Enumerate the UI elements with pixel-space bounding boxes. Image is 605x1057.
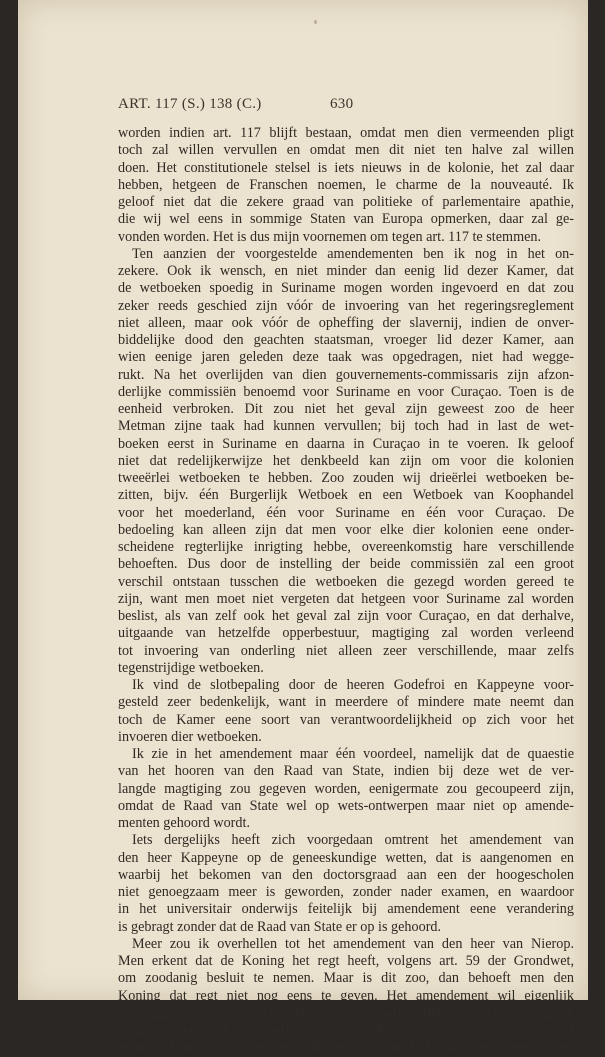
text-line: zeker reeds geschied zijn vóór de invoering van het regeringsreglement: [118, 297, 574, 314]
text-line: om zoodanig besluit te nemen. Maar is dit zoo, dan behoeft men den: [118, 970, 574, 987]
text-line: dit zeggen: voer die wetboeken maar in, wij zullen nu niet doen gelijk: [118, 1004, 574, 1021]
text-line: vonden worden. Het is dus mijn voornemen om tegen art. 117 te stemmen.: [118, 228, 542, 245]
text-line: is gebragt zonder dat de Raad van State er op is gehoord.: [118, 918, 442, 935]
text-line: omdat de Raad van State wel op wets-ontwerpen maar niet op amende-: [118, 797, 574, 814]
text-line: Men erkent dat de Koning het regt heeft, volgens art. 59 der Grondwet,: [118, 953, 574, 969]
text-line: in het universitair onderwijs feitelijk bij amendement eene verandering: [118, 901, 574, 918]
text-line: Ten aanzien der voorgestelde amendementen ben ik nog in het on-: [132, 245, 574, 262]
text-line: zitten, bijv. één Burgerlijk Wetboek en een Wetboek van Koophandel: [118, 487, 574, 504]
text-line: Ik zie in het amendement maar één voordeel, namelijk dat de quaestie: [132, 746, 574, 762]
text-line: biddelijke dood den geachten staatsman, vroeger lid dezer Kamer, aan: [118, 332, 574, 348]
text-line: bedoeling kan alleen zijn dat men voor elke dier kolonien eene onder-: [118, 521, 574, 538]
text-line: langde magtiging zou gegeven worden, eenigermate zou gecoupeerd zijn,: [118, 780, 574, 797]
text-line: niet genoegzaam meer is geworden, zonder nader examen, en waardoor: [118, 884, 574, 900]
text-line: toch de Kamer eene soort van verantwoordelijkheid op zich voor het: [118, 711, 574, 728]
text-line: Metman zijne taak had kunnen vervullen; bij toch had in last de wet-: [118, 418, 574, 435]
text-line: eenige jaren geleden, wij zullen de Regering daarvan geene grief: [118, 1022, 574, 1038]
page-number: 630: [330, 96, 354, 112]
text-line: rukt. Na het overlijden van dien gouvernements-commissaris zijn afzon-: [118, 366, 574, 383]
text-line: worden indien art. 117 blijft bestaan, omdat men dien vermeenden pligt: [118, 125, 574, 141]
text-line: invoeren dier wetboeken.: [118, 728, 262, 745]
text-line: boeken eerst in Suriname en daarna in Curaçao in te voeren. Ik geloof: [118, 435, 574, 452]
text-line: menten gehoord wordt.: [118, 815, 250, 831]
text-line: maken. Maar in de wet acht ik het misplaatst. Ik zou het meest over-: [118, 1039, 574, 1056]
text-line: van het hooren van den Raad van State, indien bij deze wet de ver-: [118, 763, 574, 780]
text-line: hebben, hetgeen de Franschen noemen, le charme de la nouveauté. Ik: [118, 176, 574, 193]
text-line: die wij wel eens in sommige Staten van Europa opmerken, daar zal ge-: [118, 211, 574, 228]
text-line: gesteld zeer bedenkelijk, want in meerdere of mindere mate neemt dan: [118, 694, 574, 711]
text-line: waarbij het bekomen van den doctorsgraad aan een der hoogescholen: [118, 866, 574, 883]
text-line: derlijke commissiën benoemd voor Suriname en voor Curaçao. Toen is de: [118, 383, 574, 400]
text-line: eenheid verbroken. Dit zou niet het geval zijn geweest zoo de heer: [118, 401, 574, 417]
header-article-ref: ART. 117 (S.) 138 (C.): [118, 96, 262, 112]
text-line: Koning dat regt niet nog eens te geven. Het amendement wil eigenlijk: [118, 987, 574, 1004]
text-line: scheidene regterlijke inrigting hebbe, overeenkomstig hare verschillende: [118, 539, 574, 555]
text-line: tweeërlei wetboeken te hebben. Zoo zouden wij drieërlei wetboeken be-: [118, 470, 574, 486]
page-speck: [314, 20, 317, 24]
text-line: beslist, als van zelf ook het geval zal zijn voor Curaçao, en dat derhalve,: [118, 608, 574, 624]
text-line: den heer Kappeyne op de geneeskundige wetten, dat is aangenomen en: [118, 849, 574, 866]
book-page: [18, 0, 588, 1056]
text-line: Meer zou ik overhellen tot het amendement van den heer van Nierop.: [132, 935, 574, 952]
text-line: zekere. Ook ik wensch, en niet minder dan eenig lid dezer Kamer, dat: [118, 263, 574, 279]
text-line: voor het moederland, één voor Suriname en één voor Curaçao. De: [118, 504, 574, 521]
text-line: niet alleen, maar ook vóór de opheffing der slavernij, indien de onver-: [118, 314, 574, 331]
text-line: Ik vind de slotbepaling door de heeren Godefroi en Kappeyne voor-: [132, 677, 574, 693]
text-line: wien eenige jaren geleden deze taak was opgedragen, niet had wegge-: [118, 349, 574, 366]
text-line: de wetboeken spoedig in Suriname mogen worden ingevoerd en dat zou: [118, 280, 574, 297]
text-line: geloof niet dat die zekere graad van politieke of parlementaire apathie,: [118, 194, 574, 210]
text-line: uitgaande van hetzelfde opperbestuur, magtiging zal worden verleend: [118, 625, 574, 642]
text-line: zijn, want men moet niet vergeten dat hetgeen voor Suriname zal worden: [118, 590, 574, 607]
text-line: behoeften. Dus door de instelling der beide commissiën zal een groot: [118, 556, 574, 573]
text-line: toch zal willen vervullen en omdat men dit niet ten halve zal willen: [118, 142, 574, 159]
text-line: Iets dergelijks heeft zich voorgedaan omtrent het amendement van: [132, 832, 574, 849]
text-line: doen. Het constitutionele stelsel is iets nieuws in de kolonie, het zal daar: [118, 159, 574, 176]
text-line: niet dat redelijkerwijze het denkbeeld kan zijn om voor die kolonien: [118, 452, 574, 469]
text-line: tot invoering van onderling niet alleen zeer verschillende, maar zelfs: [118, 642, 574, 659]
body-text: [118, 125, 574, 1057]
text-line: verschil ontstaan tusschen die wetboeken die gezegd worden gereed te: [118, 573, 574, 590]
text-line: tegenstrijdige wetboeken.: [118, 659, 264, 676]
